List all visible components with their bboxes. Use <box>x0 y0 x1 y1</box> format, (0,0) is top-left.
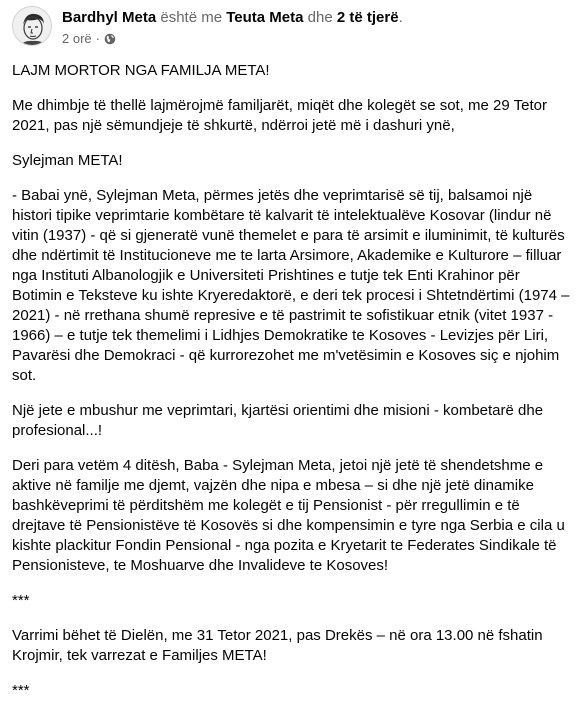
post-paragraph: Sylejman META! <box>12 152 123 169</box>
action-text: është me <box>160 9 223 26</box>
others-link[interactable]: 2 të tjerë <box>336 9 399 26</box>
post-header <box>12 6 573 50</box>
post-paragraph: - Babai ynë, Sylejman Meta, përmes jetës dhe veprimtarisë së tij, balsamoi një histori tipike veprimtarie kombëtare të kalvarit të intelektualëve Kosovar (lindur në vitin (1937) - që si gjeneratë vunë themelet e para të arsimit e iluminimit, të kulturës dhe ndërtimit të Institucioneve me te larta Arsimore, Akademike e Kulturore – filluar nga Instituti Albanologjik e Universiteti Prishtines e tutje tek Enti Krahinor për Botimin e Teksteve ku ishte Kryeredaktorë, e deri tek procesi i Shtetndërtimi (1974 – 2021) - në rrethana shumë represive e të pastrimit te sofistikuar etnik (vitet 1937 - 1966) – e tutje tek themelimi i Lidhjes Demokratike te Kosoves - Levizjes për Liri, Pavarësi dhe Demokraci - që kurrorezohet me m'vetësimin e Kosoves siç e njohim sot. <box>12 187 570 384</box>
post-paragraph: Me dhimbje të thellë lajmërojmë familjarët, miqët dhe kolegët se sot, me 29 Tetor 2021, pas një sëmundjeje të shkurtë, ndërroi jetë më i dashuri ynë, <box>12 97 547 134</box>
author-avatar[interactable] <box>12 6 52 46</box>
avatar-sketch-icon <box>13 7 52 46</box>
post-paragraph: LAJM MORTOR NGA FAMILJA META! <box>12 62 270 79</box>
post-paragraph: *** <box>12 592 30 609</box>
post-paragraph: Deri para vetëm 4 ditësh, Baba - Sylejman Meta, jetoi një jetë të shendetshme e aktive në familje me djemt, vajzën dhe nipa e mbesa – si dhe një jetë dinamike bashkëveprimi të përditshëm me kolegët e tij Pensionist - për rregullimin e të drejtave të Pensionistëve të Kosovës si dhe kompensimin e tyre nga Serbia e cila u kishte plackitur Fondin Pensional - nga pozita e Kryetarit te Federates Sindikale të Pensionisteve, te Moshuarve dhe Invalideve te Kosoves! <box>12 457 565 574</box>
meta-separator: · <box>95 31 100 46</box>
globe-icon[interactable] <box>104 33 116 45</box>
post-body <box>12 61 572 716</box>
author-name-link[interactable]: Bardhyl Meta <box>62 9 157 26</box>
and-text: dhe <box>307 9 333 26</box>
post-paragraph: Varrimi bëhet të Dielën, me 31 Tetor 2021, pas Drekës – në ora 13.00 në fshatin Krojmir, tek varrezat e Familjes META! <box>12 627 543 664</box>
post-paragraph: Një jete e mbushur me veprimtari, kjartësi orientimi dhe misioni - kombetarë dhe profesional...! <box>12 402 544 439</box>
period-text: . <box>398 9 403 26</box>
tagged-person-link[interactable]: Teuta Meta <box>226 9 304 26</box>
post-meta-line <box>62 31 116 47</box>
post-paragraph: *** <box>12 682 30 699</box>
post-author-line <box>62 8 403 28</box>
post-timestamp-link[interactable]: 2 orë <box>62 31 92 46</box>
